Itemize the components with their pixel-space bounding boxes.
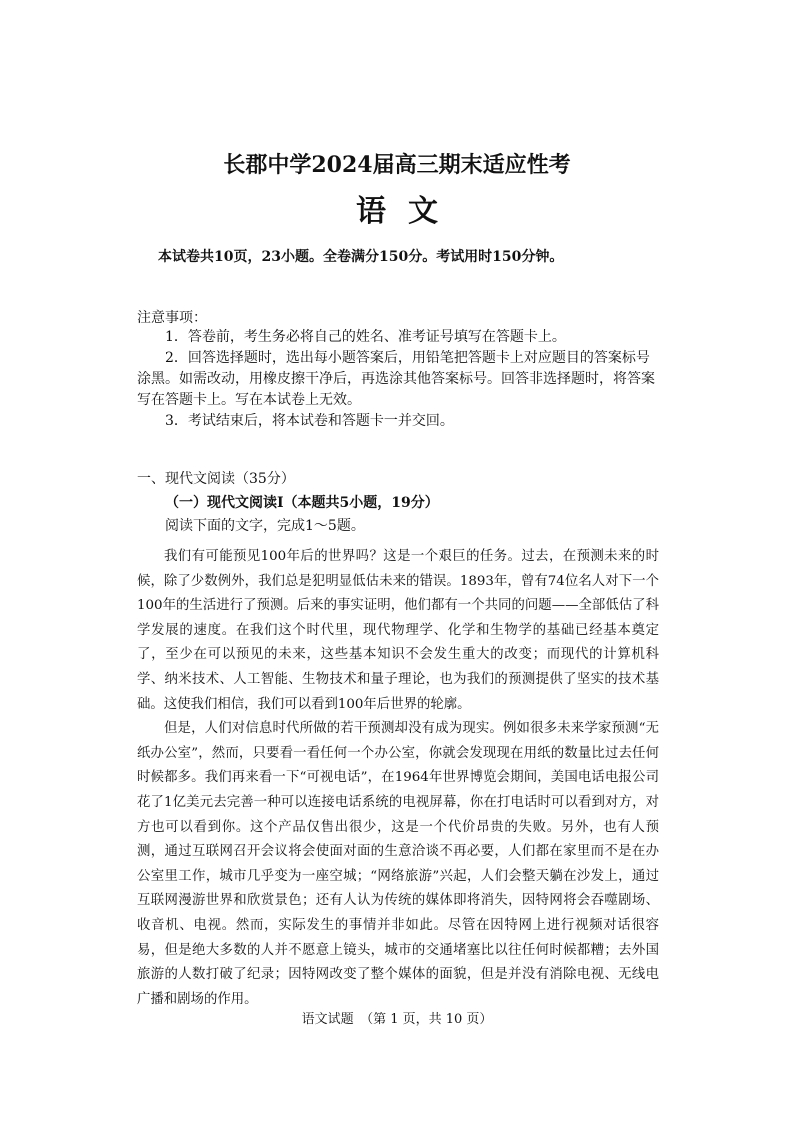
notice-list (137, 327, 659, 432)
notice-item: 3．考试结束后，将本试卷和答题卡一并交回。 (165, 413, 454, 429)
subsection-heading: （一）现代文阅读Ⅰ（本题共5小题，19分） (165, 495, 439, 511)
page-footer: 语文试题 （第 1 页，共 10 页） (301, 1012, 493, 1027)
notice-item: 1．答卷前，考生务必将自己的姓名、准考证号填写在答题卡上。 (165, 329, 566, 345)
exam-title: 长郡中学2024届高三期末适应性考 (223, 152, 571, 178)
section-heading: 一、现代文阅读（35分） (137, 471, 295, 487)
notice-item: 2．回答选择题时，选出每小题答案后，用铅笔把答题卡上对应题目的答案标号涂黑。如需改动，用橡皮擦干净后，再选涂其他答案标号。回答非选择题时，将答案写在答题卡上。写在本试卷上无效。 (137, 350, 655, 408)
reading-passage (137, 545, 659, 1012)
notice-heading: 注意事项： (137, 310, 207, 326)
reading-instruction: 阅读下面的文字，完成1～5题。 (165, 518, 365, 534)
exam-summary: 本试卷共10页，23小题。全卷满分150分。考试用时150分钟。 (158, 249, 564, 265)
passage-paragraph: 但是，人们对信息时代所做的若干预测却没有成为现实。例如很多未来学家预测“无纸办公室”，然而，只要看一看任何一个办公室，你就会发现现在用纸的数量比过去任何时候都多。我们再来看一下“可视电话”，在1964年世界博览会期间，美国电话电报公司花了1亿美元去完善一种可以连接电话系统的电视屏幕，你在打电话时可以看到对方，对方也可以看到你。这个产品仅售出很少，这是一个代价昂贵的失败。另外，也有人预测，通过互联网召开会议将会使面对面的生意洽谈不再必要，人们都在家里而不是在办公室里工作，城市几乎变为一座空城；“网络旅游”兴起，人们会整天躺在沙发上，通过互联网漫游世界和欣赏景色；还有人认为传统的媒体即将消失，因特网将会吞噬剧场、收音机、电视。然而，实际发生的事情并非如此。尽管在因特网上进行视频对话很容易，但是绝大多数的人并不愿意上镜头，城市的交通堵塞比以往任何时候都糟；去外国旅游的人数打破了纪录；因特网改变了整个媒体的面貌，但是并没有消除电视、无线电广播和剧场的作用。 (137, 721, 659, 1007)
passage-paragraph: 我们有可能预见100年后的世界吗？这是一个艰巨的任务。过去，在预测未来的时候，除了少数例外，我们总是犯明显低估未来的错误。1893年，曾有74位名人对下一个100年的生活进行了预测。后来的事实证明，他们都有一个共同的问题——全部低估了科学发展的速度。在我们这个时代里，现代物理学、化学和生物学的基础已经基本奠定了，至少在可以预见的未来，这些基本知识不会发生重大的改变；而现代的计算机科学、纳米技术、人工智能、生物技术和量子理论，也为我们的预测提供了坚实的技术基础。这使我们相信，我们可以看到100年后世界的轮廓。 (137, 549, 659, 712)
subject-title: 语文 (356, 194, 460, 229)
